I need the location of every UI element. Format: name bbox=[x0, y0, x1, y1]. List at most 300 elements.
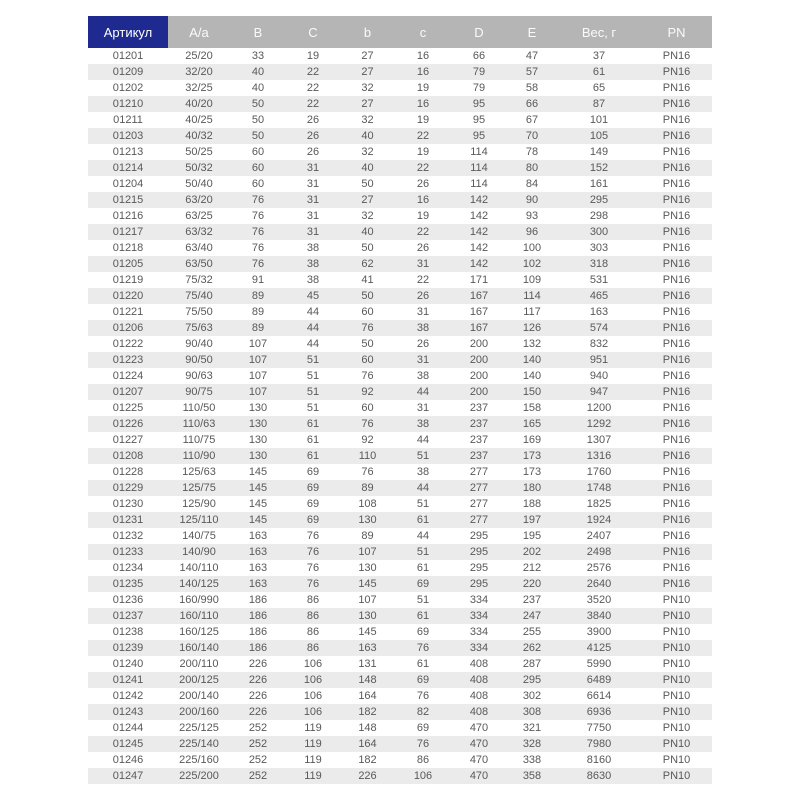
table-cell: 140/75 bbox=[182, 530, 216, 542]
table-cell: 69 bbox=[416, 578, 430, 590]
table-cell: 01209 bbox=[112, 66, 144, 78]
table-cell: 130 bbox=[358, 562, 377, 574]
table-cell: 140/110 bbox=[179, 562, 219, 574]
table-cell: 76 bbox=[251, 242, 265, 254]
table-cell: 150 bbox=[522, 386, 542, 398]
table-cell: 01239 bbox=[112, 642, 144, 654]
table-cell: 31 bbox=[416, 306, 430, 318]
table-cell: 76 bbox=[361, 370, 374, 382]
table-cell: 63/40 bbox=[185, 242, 213, 254]
table-cell: 51 bbox=[416, 594, 430, 606]
table-cell: 78 bbox=[525, 146, 539, 158]
table-cell: 125/90 bbox=[182, 498, 216, 510]
table-cell: 247 bbox=[522, 610, 542, 622]
table-cell: 01222 bbox=[112, 338, 144, 350]
table-row bbox=[88, 720, 712, 736]
table-cell: 195 bbox=[522, 530, 542, 542]
table-cell: PN10 bbox=[662, 594, 691, 606]
table-cell: 67 bbox=[525, 114, 539, 126]
table-cell: 334 bbox=[469, 610, 489, 622]
table-cell: 31 bbox=[306, 226, 320, 238]
table-cell: PN16 bbox=[662, 258, 691, 270]
table-cell: 6936 bbox=[586, 706, 612, 718]
table-cell: PN16 bbox=[662, 514, 691, 526]
table-cell: PN10 bbox=[662, 658, 691, 670]
table-cell: 96 bbox=[525, 226, 539, 238]
table-cell: PN16 bbox=[662, 306, 691, 318]
table-cell: 109 bbox=[522, 274, 542, 286]
table-cell: 22 bbox=[306, 82, 320, 94]
table-cell: 26 bbox=[306, 130, 320, 142]
table-cell: PN16 bbox=[662, 210, 691, 222]
table-cell: 167 bbox=[469, 322, 489, 334]
table-row bbox=[88, 336, 712, 352]
table-cell: PN10 bbox=[662, 754, 691, 766]
table-cell: 01219 bbox=[112, 274, 144, 286]
col-header-b-lower: b bbox=[340, 16, 395, 48]
table-cell: 01213 bbox=[112, 146, 144, 158]
table-cell: PN10 bbox=[662, 706, 691, 718]
table-cell: 44 bbox=[306, 338, 320, 350]
table-cell: 76 bbox=[251, 210, 265, 222]
table-cell: 164 bbox=[358, 690, 377, 702]
table-cell: 92 bbox=[361, 386, 374, 398]
table-cell: 26 bbox=[416, 242, 430, 254]
table-cell: 142 bbox=[469, 242, 489, 254]
table-row bbox=[88, 768, 712, 784]
table-cell: 32 bbox=[361, 114, 374, 126]
table-cell: 100 bbox=[522, 242, 542, 254]
table-cell: PN16 bbox=[662, 82, 691, 94]
table-cell: 01230 bbox=[112, 498, 144, 510]
product-spec-table-container bbox=[88, 16, 712, 784]
table-cell: 01243 bbox=[112, 706, 144, 718]
table-cell: 01247 bbox=[112, 770, 144, 782]
table-cell: 01205 bbox=[112, 258, 144, 270]
table-cell: 01242 bbox=[112, 690, 144, 702]
table-cell: 44 bbox=[306, 322, 320, 334]
table-cell: 01201 bbox=[112, 50, 144, 62]
table-cell: 163 bbox=[358, 642, 377, 654]
table-cell: 197 bbox=[522, 514, 542, 526]
table-cell: 470 bbox=[469, 754, 489, 766]
table-cell: 202 bbox=[522, 546, 542, 558]
table-cell: PN16 bbox=[662, 562, 691, 574]
table-cell: 1200 bbox=[586, 402, 612, 414]
table-cell: 61 bbox=[416, 562, 430, 574]
table-cell: 89 bbox=[361, 482, 374, 494]
table-cell: 4125 bbox=[586, 642, 612, 654]
table-cell: 252 bbox=[248, 770, 268, 782]
table-cell: 40 bbox=[251, 82, 265, 94]
table-cell: 63/32 bbox=[185, 226, 213, 238]
table-cell: 40/25 bbox=[185, 114, 213, 126]
table-cell: 7750 bbox=[586, 722, 612, 734]
table-cell: 61 bbox=[306, 418, 320, 430]
table-row bbox=[88, 480, 712, 496]
table-cell: 80 bbox=[525, 162, 539, 174]
table-row bbox=[88, 400, 712, 416]
table-cell: 90/50 bbox=[185, 354, 213, 366]
table-row bbox=[88, 512, 712, 528]
header-row bbox=[88, 16, 712, 48]
table-cell: 8160 bbox=[586, 754, 612, 766]
table-cell: 334 bbox=[469, 642, 489, 654]
table-cell: 01240 bbox=[112, 658, 144, 670]
table-row bbox=[88, 96, 712, 112]
table-row bbox=[88, 736, 712, 752]
table-cell: 125/110 bbox=[179, 514, 219, 526]
table-cell: 01214 bbox=[112, 162, 144, 174]
table-cell: PN16 bbox=[662, 178, 691, 190]
table-cell: 01233 bbox=[112, 546, 144, 558]
table-cell: 76 bbox=[306, 530, 320, 542]
table-cell: 114 bbox=[470, 162, 488, 174]
table-cell: PN16 bbox=[662, 354, 691, 366]
table-cell: 107 bbox=[358, 594, 377, 606]
table-cell: 76 bbox=[361, 466, 374, 478]
table-cell: 27 bbox=[361, 50, 374, 62]
table-cell: 148 bbox=[358, 674, 377, 686]
table-cell: 237 bbox=[469, 402, 489, 414]
table-cell: 252 bbox=[248, 722, 268, 734]
col-header-pn: PN bbox=[641, 16, 712, 48]
table-cell: 255 bbox=[522, 626, 542, 638]
table-cell: 130 bbox=[248, 402, 268, 414]
table-cell: PN16 bbox=[662, 146, 691, 158]
table-cell: 01227 bbox=[112, 434, 144, 446]
table-cell: 3840 bbox=[586, 610, 612, 622]
table-cell: PN16 bbox=[662, 386, 691, 398]
table-cell: 40 bbox=[361, 130, 374, 142]
table-cell: 106 bbox=[303, 658, 323, 670]
table-cell: 117 bbox=[523, 306, 541, 318]
table-cell: PN10 bbox=[662, 770, 691, 782]
table-cell: 338 bbox=[522, 754, 542, 766]
table-cell: 163 bbox=[589, 306, 609, 318]
table-cell: 44 bbox=[416, 482, 430, 494]
table-cell: 295 bbox=[469, 546, 489, 558]
table-cell: 298 bbox=[589, 210, 609, 222]
table-cell: 50 bbox=[361, 290, 374, 302]
table-cell: 1924 bbox=[586, 514, 612, 526]
table-cell: 295 bbox=[469, 562, 489, 574]
table-cell: 60 bbox=[361, 306, 374, 318]
col-header-c-lower: c bbox=[395, 16, 451, 48]
table-cell: 01218 bbox=[112, 242, 144, 254]
table-cell: 90 bbox=[525, 194, 539, 206]
table-cell: 01238 bbox=[112, 626, 144, 638]
table-row bbox=[88, 432, 712, 448]
table-cell: 300 bbox=[589, 226, 609, 238]
table-cell: 6489 bbox=[586, 674, 612, 686]
table-cell: 32 bbox=[361, 82, 374, 94]
table-cell: PN10 bbox=[662, 674, 691, 686]
table-cell: 3900 bbox=[586, 626, 612, 638]
table-cell: PN16 bbox=[662, 466, 691, 478]
table-cell: 01224 bbox=[112, 370, 144, 382]
table-cell: 31 bbox=[416, 354, 430, 366]
table-cell: 947 bbox=[589, 386, 609, 398]
table-cell: 149 bbox=[589, 146, 609, 158]
table-row bbox=[88, 64, 712, 80]
table-cell: 01216 bbox=[112, 210, 144, 222]
table-cell: 92 bbox=[361, 434, 374, 446]
table-cell: 31 bbox=[416, 402, 430, 414]
table-row bbox=[88, 240, 712, 256]
col-header-b-upper: B bbox=[230, 16, 286, 48]
table-cell: PN16 bbox=[662, 450, 691, 462]
table-cell: 171 bbox=[469, 274, 489, 286]
table-cell: 44 bbox=[306, 306, 320, 318]
table-row bbox=[88, 464, 712, 480]
table-cell: 470 bbox=[469, 770, 489, 782]
table-cell: 50/40 bbox=[185, 178, 213, 190]
table-cell: 19 bbox=[416, 82, 430, 94]
table-cell: 79 bbox=[472, 66, 486, 78]
table-cell: 38 bbox=[416, 418, 430, 430]
table-cell: 60 bbox=[251, 178, 265, 190]
table-cell: 60 bbox=[361, 402, 374, 414]
table-cell: 01211 bbox=[113, 114, 143, 126]
table-cell: 76 bbox=[251, 194, 265, 206]
table-cell: 69 bbox=[416, 674, 430, 686]
table-cell: 321 bbox=[522, 722, 542, 734]
table-cell: 61 bbox=[416, 514, 430, 526]
table-cell: 91 bbox=[251, 274, 265, 286]
table-cell: PN16 bbox=[662, 290, 691, 302]
table-cell: 408 bbox=[469, 690, 489, 702]
table-cell: 01223 bbox=[112, 354, 144, 366]
table-cell: 25/20 bbox=[185, 50, 213, 62]
table-row bbox=[88, 304, 712, 320]
table-cell: 66 bbox=[472, 50, 486, 62]
table-cell: 7980 bbox=[586, 738, 612, 750]
table-cell: 76 bbox=[361, 418, 374, 430]
table-cell: 358 bbox=[522, 770, 542, 782]
table-cell: 110/90 bbox=[182, 450, 216, 462]
table-cell: 40/20 bbox=[185, 98, 213, 110]
table-cell: 252 bbox=[248, 754, 268, 766]
table-cell: 32 bbox=[361, 210, 374, 222]
table-cell: 1292 bbox=[586, 418, 612, 430]
table-cell: 226 bbox=[248, 674, 268, 686]
table-cell: 158 bbox=[522, 402, 542, 414]
table-row bbox=[88, 544, 712, 560]
table-cell: 76 bbox=[306, 562, 320, 574]
table-cell: 01202 bbox=[112, 82, 144, 94]
table-row bbox=[88, 672, 712, 688]
table-cell: 50 bbox=[361, 178, 374, 190]
table-cell: 226 bbox=[248, 706, 268, 718]
table-cell: 119 bbox=[304, 738, 322, 750]
table-cell: 287 bbox=[522, 658, 542, 670]
table-cell: PN16 bbox=[662, 498, 691, 510]
col-header-a-a: A/a bbox=[168, 16, 230, 48]
table-cell: 01204 bbox=[112, 178, 144, 190]
table-row bbox=[88, 208, 712, 224]
table-cell: PN16 bbox=[662, 130, 691, 142]
table-cell: 145 bbox=[248, 482, 268, 494]
table-cell: 01228 bbox=[112, 466, 144, 478]
table-cell: 107 bbox=[248, 386, 268, 398]
table-cell: 108 bbox=[358, 498, 377, 510]
table-cell: 2498 bbox=[586, 546, 612, 558]
table-cell: 200/110 bbox=[179, 658, 219, 670]
table-row bbox=[88, 112, 712, 128]
table-cell: 31 bbox=[306, 162, 320, 174]
table-cell: 107 bbox=[248, 338, 268, 350]
table-cell: 142 bbox=[469, 226, 489, 238]
table-cell: 19 bbox=[416, 114, 430, 126]
table-cell: 1307 bbox=[586, 434, 612, 446]
table-cell: 63/20 bbox=[185, 194, 213, 206]
table-cell: 22 bbox=[416, 226, 430, 238]
table-cell: 01241 bbox=[112, 674, 144, 686]
table-cell: 63/25 bbox=[185, 210, 213, 222]
table-cell: 408 bbox=[469, 706, 489, 718]
table-cell: 50 bbox=[251, 130, 265, 142]
table-cell: 60 bbox=[251, 146, 265, 158]
table-cell: 26 bbox=[306, 114, 320, 126]
table-cell: 237 bbox=[469, 450, 489, 462]
table-cell: 130 bbox=[248, 434, 268, 446]
table-cell: 38 bbox=[306, 274, 320, 286]
table-cell: 165 bbox=[522, 418, 542, 430]
table-cell: 200 bbox=[469, 354, 489, 366]
table-cell: 2576 bbox=[586, 562, 612, 574]
table-cell: 110/63 bbox=[182, 418, 216, 430]
table-cell: 16 bbox=[416, 194, 430, 206]
table-cell: 40 bbox=[361, 162, 374, 174]
table-cell: 200/125 bbox=[179, 674, 219, 686]
table-cell: 50/32 bbox=[185, 162, 213, 174]
table-cell: 76 bbox=[251, 258, 265, 270]
table-cell: 90/40 bbox=[185, 338, 213, 350]
table-cell: 252 bbox=[248, 738, 268, 750]
table-cell: 140/90 bbox=[182, 546, 216, 558]
table-cell: 63/50 bbox=[185, 258, 213, 270]
table-cell: 01245 bbox=[112, 738, 144, 750]
table-cell: PN16 bbox=[662, 226, 691, 238]
table-cell: 295 bbox=[469, 578, 489, 590]
table-cell: 95 bbox=[472, 114, 486, 126]
table-cell: 237 bbox=[522, 594, 542, 606]
table-cell: 44 bbox=[416, 530, 430, 542]
table-cell: 31 bbox=[306, 194, 320, 206]
table-cell: PN16 bbox=[662, 530, 691, 542]
table-cell: 51 bbox=[416, 498, 430, 510]
table-cell: 110 bbox=[358, 450, 377, 462]
table-cell: 89 bbox=[361, 530, 374, 542]
table-row bbox=[88, 752, 712, 768]
table-cell: 131 bbox=[358, 658, 377, 670]
table-cell: 84 bbox=[525, 178, 539, 190]
table-cell: 132 bbox=[522, 338, 542, 350]
table-cell: 125/75 bbox=[182, 482, 216, 494]
table-cell: 31 bbox=[416, 258, 430, 270]
table-cell: 01234 bbox=[112, 562, 144, 574]
table-cell: 86 bbox=[306, 642, 320, 654]
table-row bbox=[88, 496, 712, 512]
table-cell: 318 bbox=[589, 258, 609, 270]
table-cell: 226 bbox=[248, 690, 268, 702]
table-cell: 225/200 bbox=[179, 770, 219, 782]
table-cell: 142 bbox=[469, 258, 489, 270]
table-cell: 86 bbox=[306, 626, 320, 638]
table-cell: 60 bbox=[361, 354, 374, 366]
table-cell: PN16 bbox=[662, 114, 691, 126]
table-cell: 200/140 bbox=[179, 690, 219, 702]
table-cell: 408 bbox=[469, 658, 489, 670]
table-cell: 106 bbox=[413, 770, 433, 782]
table-cell: 76 bbox=[416, 738, 430, 750]
table-cell: 19 bbox=[416, 146, 430, 158]
table-cell: 50/25 bbox=[185, 146, 213, 158]
table-cell: 41 bbox=[361, 274, 374, 286]
table-row bbox=[88, 384, 712, 400]
table-cell: 01231 bbox=[112, 514, 144, 526]
table-cell: 76 bbox=[416, 690, 430, 702]
table-cell: 225/140 bbox=[179, 738, 219, 750]
table-row bbox=[88, 624, 712, 640]
table-row bbox=[88, 368, 712, 384]
table-cell: PN16 bbox=[662, 338, 691, 350]
table-row bbox=[88, 352, 712, 368]
table-row bbox=[88, 288, 712, 304]
table-cell: 106 bbox=[303, 690, 323, 702]
table-cell: 328 bbox=[522, 738, 542, 750]
table-cell: 70 bbox=[525, 130, 539, 142]
table-cell: 102 bbox=[522, 258, 542, 270]
table-cell: 01226 bbox=[112, 418, 144, 430]
table-cell: 50 bbox=[251, 114, 265, 126]
table-cell: 22 bbox=[416, 162, 430, 174]
table-cell: 186 bbox=[248, 610, 268, 622]
table-cell: 86 bbox=[416, 754, 430, 766]
table-row bbox=[88, 80, 712, 96]
table-cell: 37 bbox=[592, 50, 606, 62]
table-cell: 51 bbox=[416, 546, 430, 558]
table-cell: 1316 bbox=[586, 450, 612, 462]
table-cell: 145 bbox=[248, 498, 268, 510]
table-cell: PN16 bbox=[662, 402, 691, 414]
table-cell: 38 bbox=[306, 258, 320, 270]
table-cell: 16 bbox=[416, 66, 430, 78]
table-cell: 107 bbox=[248, 354, 268, 366]
table-row bbox=[88, 576, 712, 592]
table-cell: 60 bbox=[251, 162, 265, 174]
table-cell: 1748 bbox=[586, 482, 612, 494]
table-cell: 148 bbox=[358, 722, 377, 734]
table-cell: 114 bbox=[470, 146, 488, 158]
table-cell: 75/63 bbox=[185, 322, 213, 334]
table-cell: 295 bbox=[469, 530, 489, 542]
table-cell: 50 bbox=[361, 338, 374, 350]
table-cell: PN16 bbox=[662, 546, 691, 558]
table-cell: 140/125 bbox=[179, 578, 219, 590]
table-cell: 164 bbox=[358, 738, 377, 750]
table-cell: 225/160 bbox=[179, 754, 219, 766]
table-cell: 33 bbox=[251, 50, 265, 62]
table-cell: 114 bbox=[523, 290, 541, 302]
table-cell: 38 bbox=[416, 322, 430, 334]
table-cell: 140 bbox=[522, 354, 542, 366]
table-row bbox=[88, 48, 712, 64]
col-header-d: D bbox=[451, 16, 507, 48]
table-cell: PN16 bbox=[662, 50, 691, 62]
table-cell: 5990 bbox=[586, 658, 612, 670]
